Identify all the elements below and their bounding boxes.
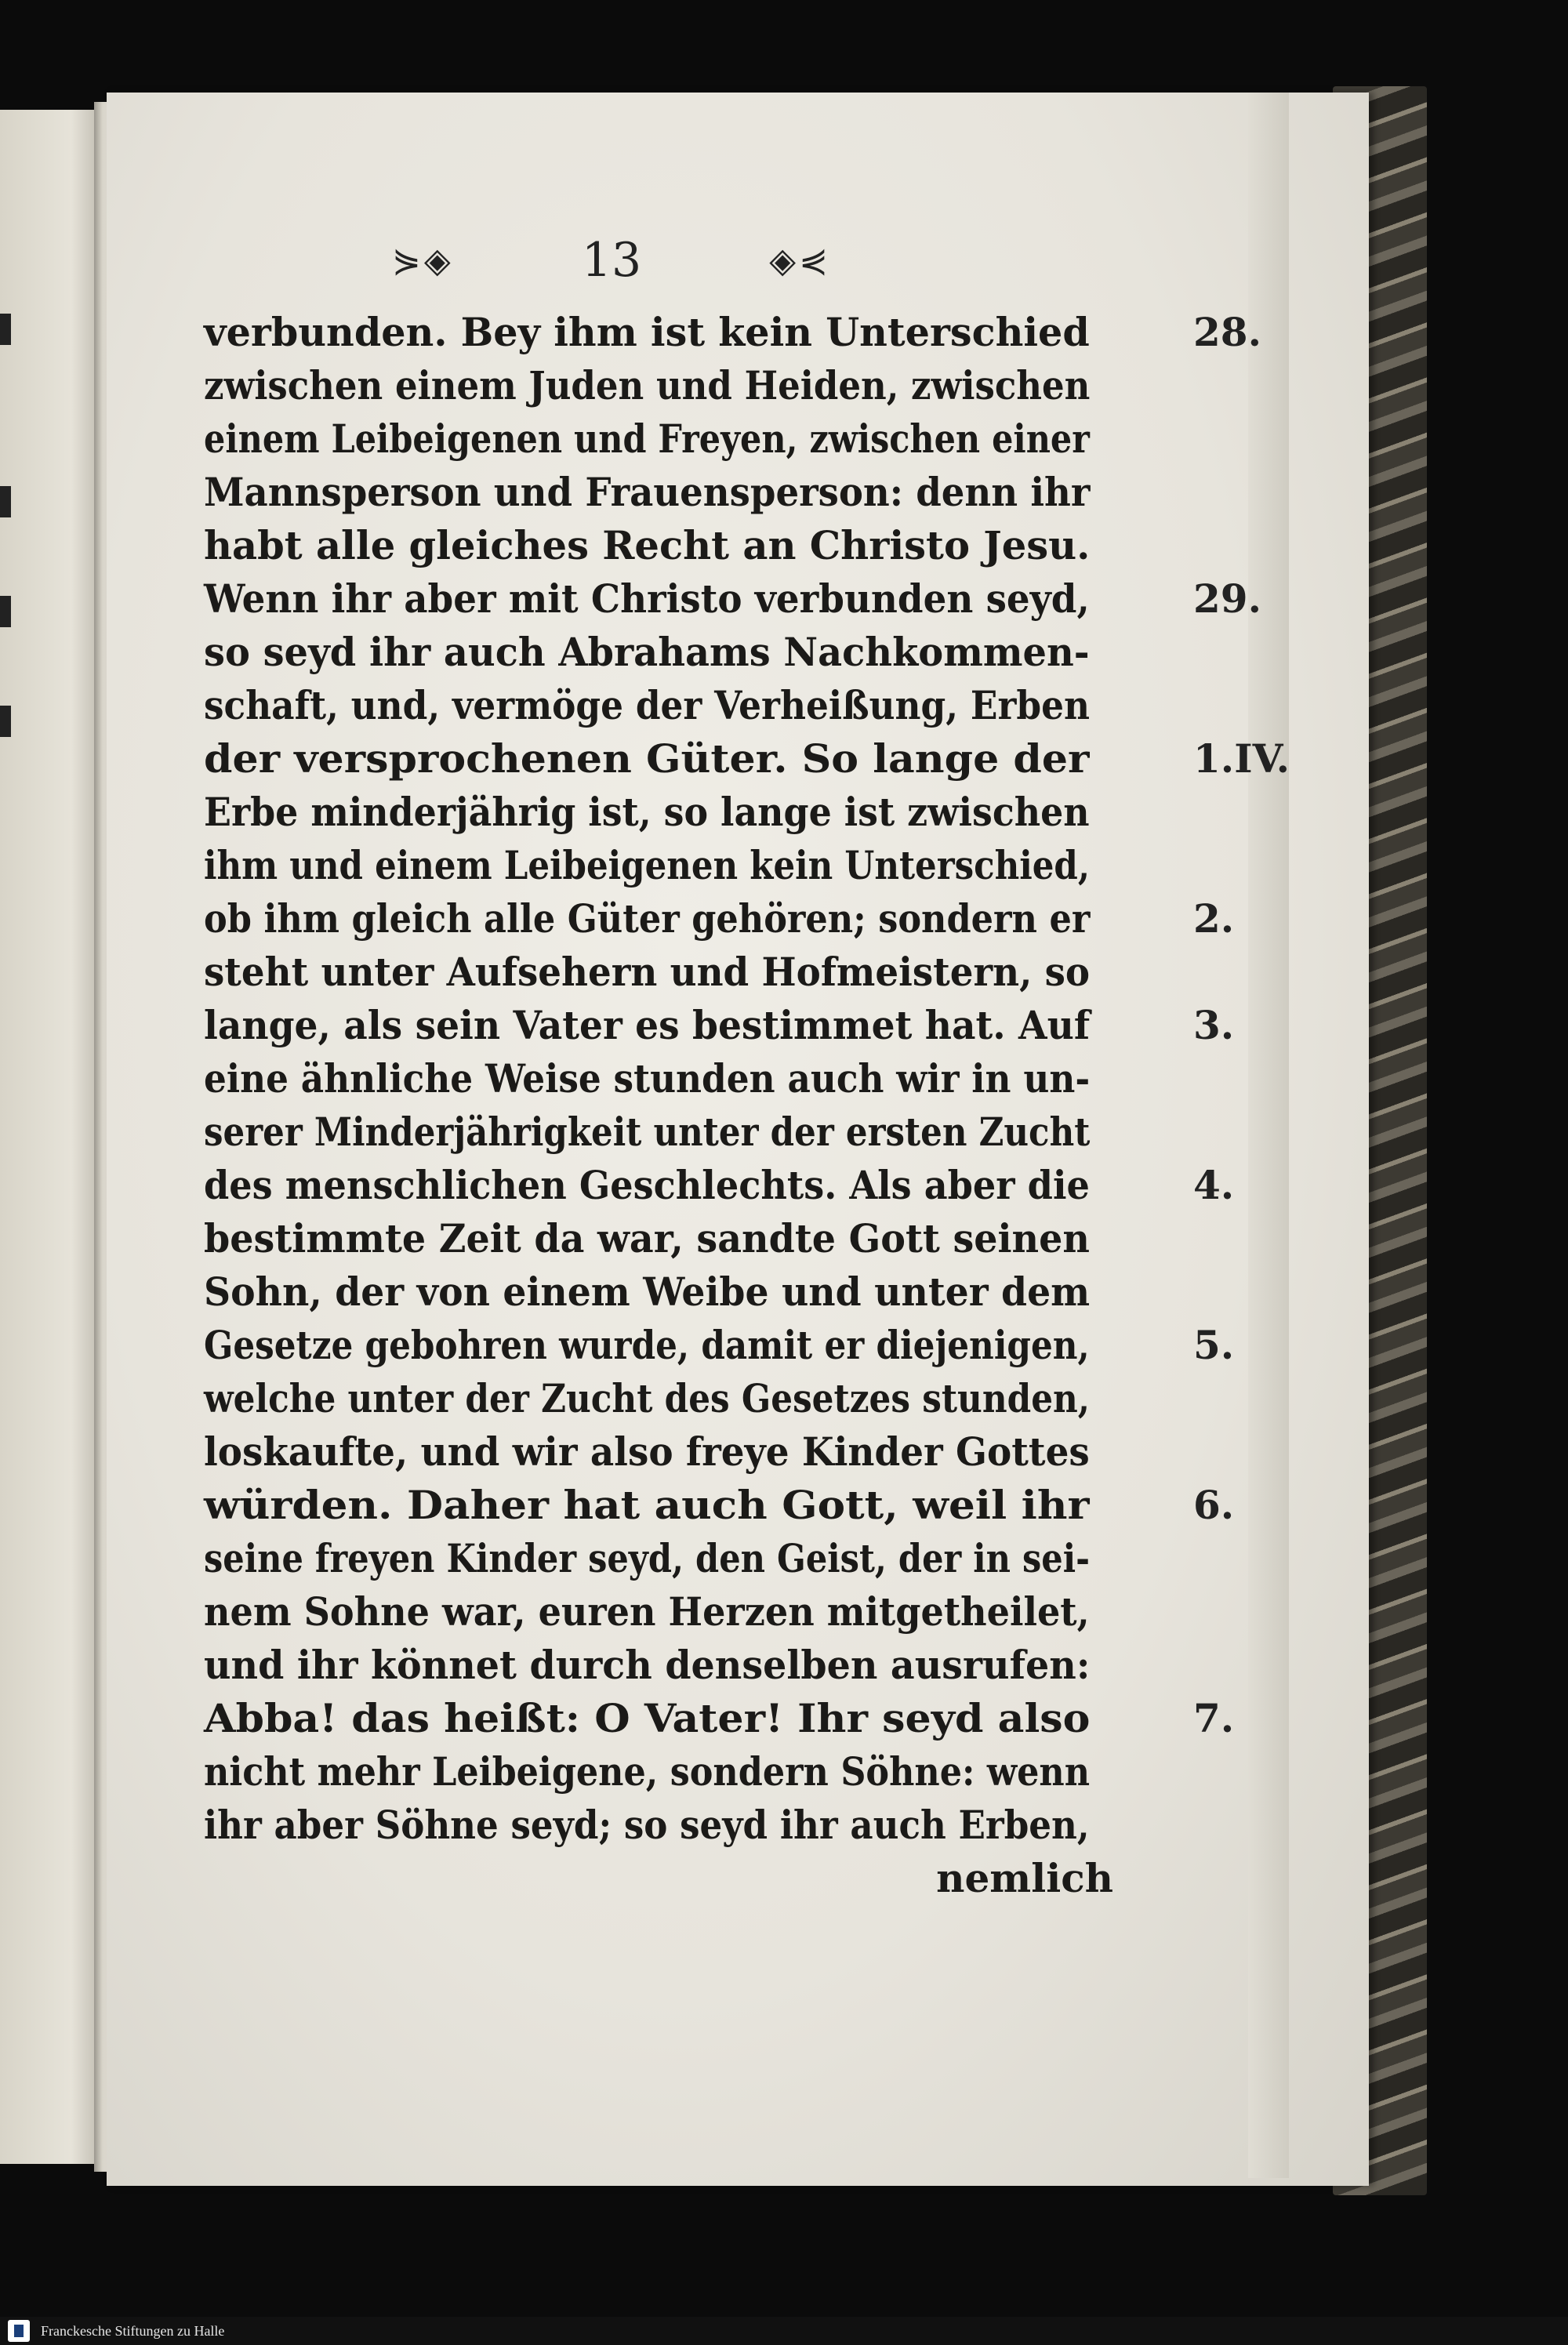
verse-number: 3. <box>1193 1002 1235 1048</box>
catchword: nemlich <box>936 1855 1113 1901</box>
verse-number: 29. <box>1193 575 1261 622</box>
text-line: und ihr könnet durch denselben ausrufen: <box>204 1642 1091 1688</box>
text-line: Mannsperson und Frauensperson: denn ihr <box>204 469 1091 515</box>
text-line: so seyd ihr auch Abrahams Nachkommen- <box>204 629 1090 675</box>
facing-page-mark <box>0 706 11 737</box>
verse-number: 2. <box>1193 895 1235 942</box>
text-line: ihr aber Söhne seyd; so seyd ihr auch Erben, <box>204 1802 1090 1848</box>
ornament-left: ⋟◈ <box>392 240 454 281</box>
text-line: Abba! das heißt: O Vater! Ihr seyd also <box>204 1695 1091 1741</box>
text-line: einem Leibeigenen und Freyen, zwischen einer <box>204 416 1090 462</box>
text-line: bestimmte Zeit da war, sandte Gott seinen <box>204 1215 1090 1261</box>
text-line: welche unter der Zucht des Gesetzes stunden, <box>204 1375 1091 1421</box>
facing-page-mark <box>0 596 11 627</box>
text-line: Erbe minderjährig ist, so lange ist zwischen <box>204 789 1090 835</box>
text-line: schaft, und, vermöge der Verheißung, Erben <box>204 682 1090 728</box>
text-line: Wenn ihr aber mit Christo verbunden seyd, <box>204 575 1090 622</box>
text-line: des menschlichen Geschlechts. Als aber die <box>204 1162 1090 1208</box>
text-line: habt alle gleiches Recht an Christo Jesu. <box>204 522 1091 568</box>
verse-number: 28. <box>1193 309 1261 355</box>
text-line: verbunden. Bey ihm ist kein Unterschied <box>204 309 1090 355</box>
text-line: ob ihm gleich alle Güter gehören; sondern er <box>204 895 1091 942</box>
verse-number: 1.IV. <box>1193 735 1290 782</box>
facing-page-mark <box>0 486 11 517</box>
text-line: seine freyen Kinder seyd, den Geist, der in sei- <box>204 1535 1091 1581</box>
text-line: loskaufte, und wir also freye Kinder Gottes <box>204 1428 1090 1475</box>
text-line: ihm und einem Leibeigenen kein Unterschied, <box>204 842 1090 888</box>
text-line: zwischen einem Juden und Heiden, zwischen <box>204 362 1091 408</box>
verse-number: 5. <box>1193 1322 1235 1368</box>
text-line: serer Minderjährigkeit unter der ersten Zucht <box>204 1109 1091 1155</box>
text-line: der versprochenen Güter. So lange der <box>204 735 1090 782</box>
text-line: Sohn, der von einem Weibe und unter dem <box>204 1269 1091 1315</box>
facing-page-mark <box>0 314 11 345</box>
institution-logo-icon <box>8 2320 30 2342</box>
text-line: Gesetze gebohren wurde, damit er diejenigen, <box>204 1322 1090 1368</box>
verse-number: 7. <box>1193 1695 1235 1741</box>
footer-bar <box>0 2317 1568 2345</box>
text-line: steht unter Aufsehern und Hofmeistern, so <box>204 949 1091 995</box>
institution-name: Franckesche Stiftungen zu Halle <box>41 2322 225 2339</box>
facing-page-edge <box>0 110 102 2164</box>
running-head <box>392 229 831 292</box>
page-number: 13 <box>581 233 642 288</box>
page-fore-edge <box>1248 93 1289 2178</box>
text-line: nem Sohne war, euren Herzen mitgetheilet, <box>204 1588 1090 1635</box>
text-line: nicht mehr Leibeigene, sondern Söhne: wenn <box>204 1748 1091 1795</box>
text-line: lange, als sein Vater es bestimmet hat. Auf <box>204 1002 1091 1048</box>
verse-number: 4. <box>1193 1162 1235 1208</box>
verse-number: 6. <box>1193 1482 1235 1528</box>
ornament-right: ◈⋞ <box>769 240 831 281</box>
text-line: würden. Daher hat auch Gott, weil ihr <box>204 1482 1090 1528</box>
text-line: eine ähnliche Weise stunden auch wir in un- <box>204 1055 1091 1102</box>
